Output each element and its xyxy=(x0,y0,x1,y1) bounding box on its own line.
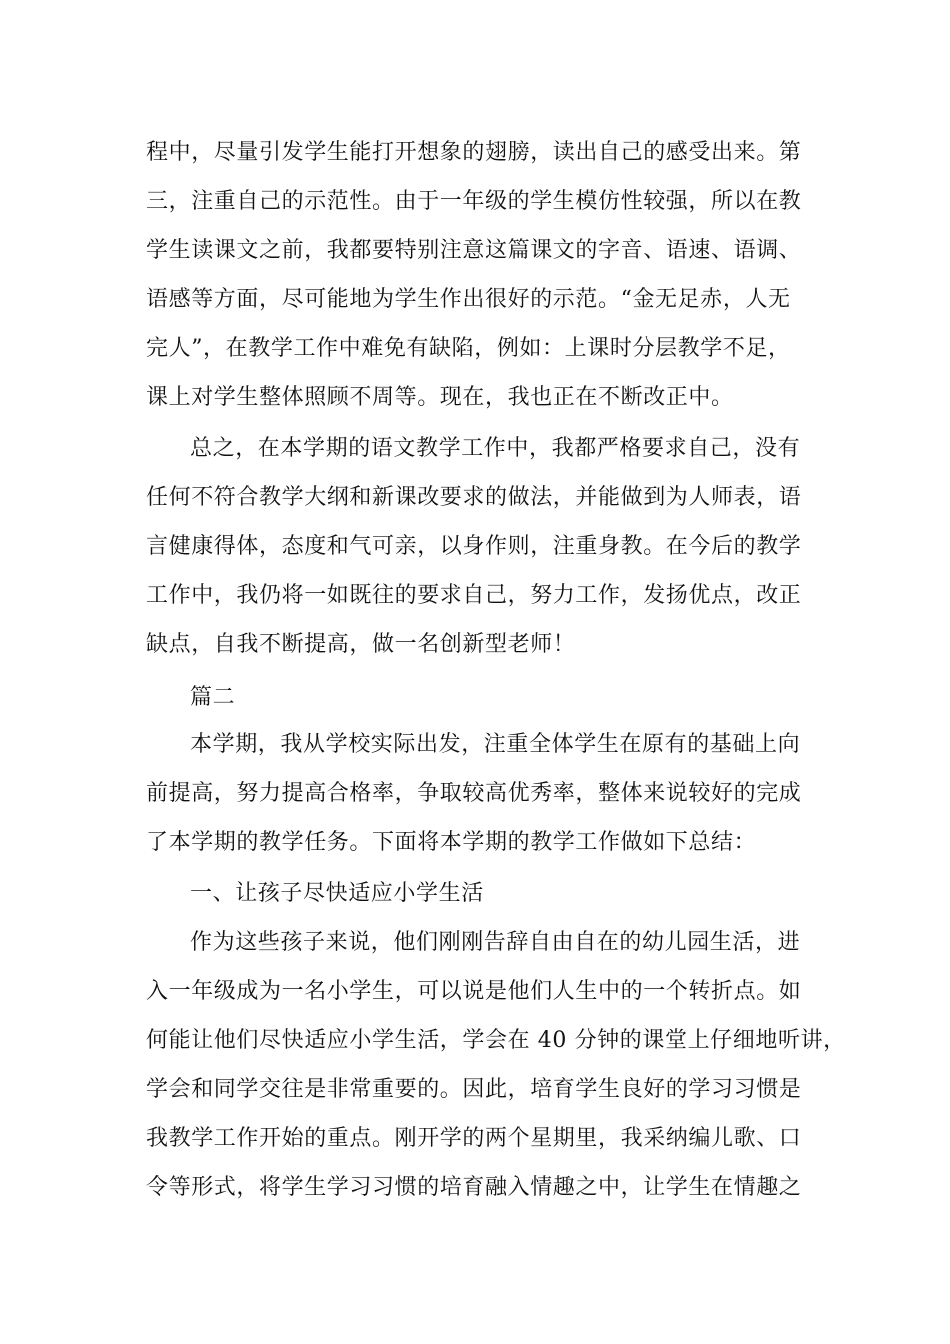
text-line: 工作中，我仍将一如既往的要求自己，努力工作，发扬优点，改正 xyxy=(146,583,802,608)
section-heading: 篇二 xyxy=(190,685,236,710)
text-line: 我教学工作开始的重点。刚开学的两个星期里，我采纳编儿歌、口 xyxy=(146,1126,802,1151)
text-line: 程中，尽量引发学生能打开想象的翅膀，读出自己的感受出来。第 xyxy=(146,140,802,165)
text-line: 言健康得体，态度和气可亲，以身作则，注重身教。在今后的教学 xyxy=(146,534,802,559)
text-line: 完人”，在教学工作中难免有缺陷，例如：上课时分层教学不足， xyxy=(146,336,791,361)
text-line: 三，注重自己的示范性。由于一年级的学生模仿性较强，所以在教 xyxy=(146,189,802,214)
paragraph-first-line: 总之，在本学期的语文教学工作中，我都严格要求自己，没有 xyxy=(190,436,801,461)
text-line: 任何不符合教学大纲和新课改要求的做法，并能做到为人师表，语 xyxy=(146,485,802,510)
paragraph-first-line: 本学期，我从学校实际出发，注重全体学生在原有的基础上向 xyxy=(190,732,801,757)
text-line: 了本学期的教学任务。下面将本学期的教学工作做如下总结： xyxy=(146,830,757,855)
text-line: 缺点，自我不断提高，做一名创新型老师！ xyxy=(146,632,576,657)
text-line: 语感等方面，尽可能地为学生作出很好的示范。“金无足赤，人无 xyxy=(146,287,791,312)
text-line: 学会和同学交往是非常重要的。因此，培育学生良好的学习习惯是 xyxy=(146,1077,802,1102)
text-line: 令等形式，将学生学习习惯的培育融入情趣之中，让学生在情趣之 xyxy=(146,1175,802,1200)
subsection-heading: 一、让孩子尽快适应小学生活 xyxy=(190,881,484,906)
text-line: 何能让他们尽快适应小学生活，学会在 40 分钟的课堂上仔细地听讲， xyxy=(146,1028,846,1053)
text-line: 入一年级成为一名小学生，可以说是他们人生中的一个转折点。如 xyxy=(146,979,802,1004)
paragraph-first-line: 作为这些孩子来说，他们刚刚告辞自由自在的幼儿园生活，进 xyxy=(190,930,801,955)
text-line: 前提高，努力提高合格率，争取较高优秀率，整体来说较好的完成 xyxy=(146,781,802,806)
text-line: 课上对学生整体照顾不周等。现在，我也正在不断改正中。 xyxy=(146,385,734,410)
text-line: 学生读课文之前，我都要特别注意这篇课文的字音、语速、语调、 xyxy=(146,238,802,263)
